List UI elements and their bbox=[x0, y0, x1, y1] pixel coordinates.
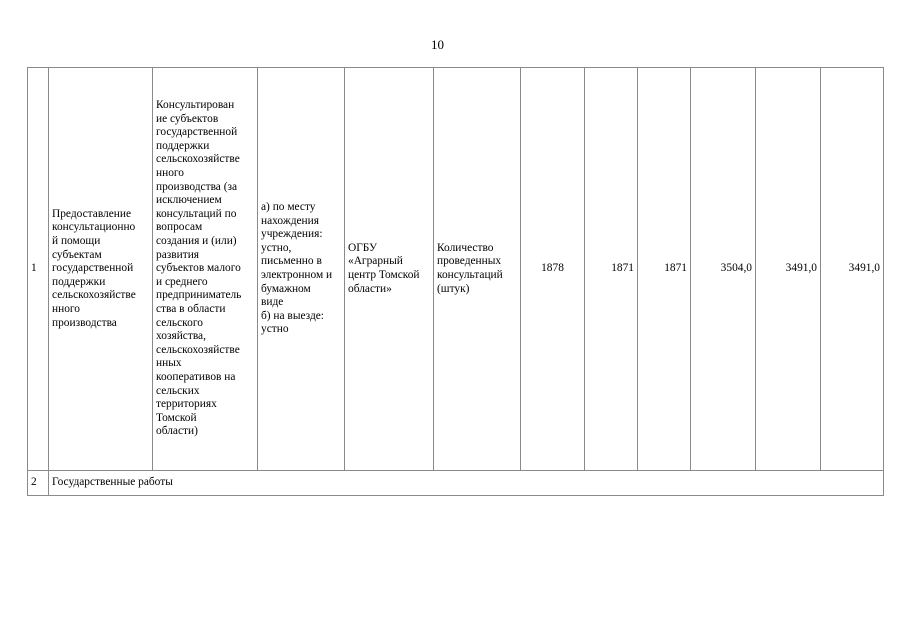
service-content-cell: Консультирован ие субъектов государственной поддержки сельскохозяйстве нного производства (за исключением консультаций по вопросам создания и (или) развития субъектов малого и среднего предприниматель ства в области сельского хозяйства, сельскохозяйстве нных кооперативов на сельских территориях Томской области) bbox=[153, 68, 258, 471]
provider-cell: ОГБУ «Аграрный центр Томской области» bbox=[345, 68, 434, 471]
provision-form-cell: а) по месту нахождения учреждения: устно, письменно в электронном и бумажном виде б) на выезде: устно bbox=[258, 68, 345, 471]
indicator-cell: Количество проведенных консультаций (штук) bbox=[434, 68, 521, 471]
table-row bbox=[28, 471, 884, 496]
value-cell-5: 3491,0 bbox=[756, 68, 821, 471]
row-index: 1 bbox=[28, 68, 49, 471]
page-number: 10 bbox=[431, 37, 444, 52]
row-index: 2 bbox=[28, 471, 49, 496]
value-cell-3: 1871 bbox=[638, 68, 691, 471]
value-cell-6: 3491,0 bbox=[821, 68, 884, 471]
table-row bbox=[28, 68, 884, 471]
value-cell-2: 1871 bbox=[585, 68, 638, 471]
service-name-cell: Предоставление консультационно й помощи субъектам государственной поддержки сельскохозяйстве нного производства bbox=[49, 68, 153, 471]
value-cell-1: 1878 bbox=[521, 68, 585, 471]
value-cell-4: 3504,0 bbox=[691, 68, 756, 471]
services-table bbox=[27, 67, 884, 496]
section-title-cell: Государственные работы bbox=[49, 471, 884, 496]
